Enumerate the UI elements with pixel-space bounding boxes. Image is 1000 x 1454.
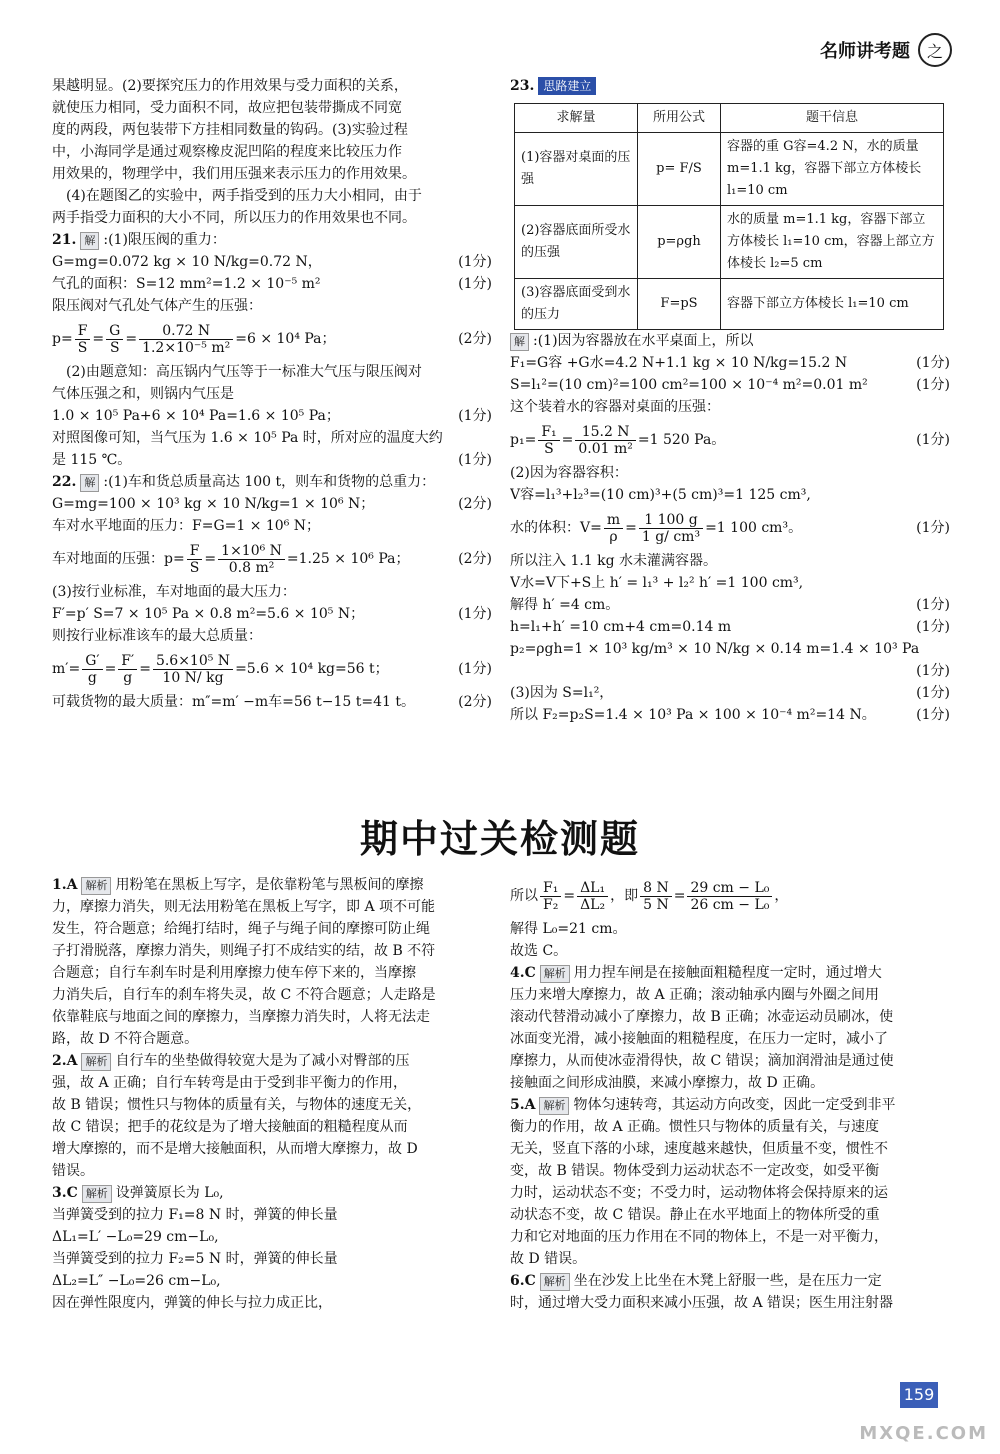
score: (1分): [916, 377, 950, 393]
q2-line: 错误。: [52, 1163, 94, 1179]
table-header: 题干信息: [721, 104, 944, 133]
q1-line: 合题意；自行车刹车时是利用摩擦力使车停下来的，当摩擦: [52, 965, 416, 981]
fraction: [75, 323, 91, 356]
text: 气孔的面积：S=12 mm²=1.2 × 10⁻⁵ m²: [52, 276, 321, 292]
q22-line: [52, 691, 492, 713]
text: =5.6 × 10⁴ kg=56 t；: [235, 661, 389, 677]
fraction: [639, 512, 703, 545]
denominator: S: [189, 559, 200, 576]
text-line: 两手指受力面积的大小不同，所以压力的作用效果也不同。: [52, 210, 416, 226]
q22-line: [52, 603, 492, 625]
text: 解得 h′ =4 cm。: [510, 597, 620, 613]
fraction: [218, 543, 285, 576]
table-cell: p=ρgh: [638, 206, 721, 279]
approach-tag: 思路建立: [538, 77, 596, 95]
text: :(1)因为容器放在水平桌面上，所以: [533, 333, 754, 349]
q23-equation: 水的体积：V= $\frac{m}{\rho}$ = $\frac{1 100 g}{\text{1 g/ cm³}}$ =1 100 cm³。 (1分): [510, 511, 950, 545]
fraction: [82, 653, 102, 686]
q21-line: [52, 405, 492, 427]
q23-line: p₂=ρgh=1 × 10³ kg/m³ × 10 N/kg × 0.14 m=1.4 × 10³ Pa: [510, 641, 920, 657]
text: h=l₁+h′ =10 cm+4 cm=0.14 m: [510, 619, 732, 635]
table-cell: p= F/S: [638, 133, 721, 206]
question-number: 5.A: [510, 1097, 536, 1113]
score: (1分): [458, 408, 492, 424]
q23-line: 所以注入 1.1 kg 水未灌满容器。: [510, 553, 718, 569]
text: :(1)限压阀的重力：: [103, 232, 226, 248]
denominator: g: [87, 669, 97, 686]
numerator: G: [106, 323, 123, 340]
fraction: [640, 880, 672, 913]
q23-line: [510, 704, 950, 726]
q4-line: 接触面之间形成油膜，来减小摩擦力，故 D 正确。: [510, 1075, 825, 1091]
text: 用力捏车闸是在接触面粗糙程度一定时，通过增大: [573, 965, 882, 981]
text: p=: [52, 331, 73, 347]
text-line: 用效果的，物理学中，我们用压强来表示压力的作用效果。: [52, 166, 416, 182]
text-line: (4)在题图乙的实验中，两手指受到的压力大小相同，由于: [66, 188, 422, 204]
denominator: g: [123, 669, 133, 686]
fraction: [687, 880, 772, 913]
text: =1 100 cm³。: [705, 520, 803, 536]
numerator: 5.6×10⁵ N: [153, 653, 233, 670]
q5-line: [510, 1094, 950, 1116]
text: 用粉笔在黑板上写字，是依靠粉笔与黑板间的摩擦: [115, 877, 424, 893]
table-cell: 容器下部立方体棱长 l₁=10 cm: [721, 279, 944, 330]
numerator: 0.72 N: [139, 323, 233, 340]
q21-line: [52, 449, 492, 471]
q3-line: 当弹簧受到的拉力 F₂=5 N 时，弹簧的伸长量: [52, 1251, 338, 1267]
q1-line: 发生，符合题意；给绳打结时，绳子与绳子间的摩擦可防止绳: [52, 921, 430, 937]
text: 可载货物的最大质量：m″=m′ −m车=56 t−15 t=41 t。: [52, 694, 416, 710]
q5-line: 变，故 B 错误。物体受到力运动状态不一定改变，如受平衡: [510, 1163, 880, 1179]
watermark: MXQE.COM: [859, 1423, 988, 1444]
table-cell: 水的质量 m=1.1 kg，容器下部立方体棱长 l₁=10 cm，容器上部立方体棱长 l₂=5 cm: [721, 206, 944, 279]
q1-line: 依靠鞋底与地面之间的摩擦力，当摩擦力消失时，人将无法走: [52, 1009, 430, 1025]
text: 坐在沙发上比坐在木凳上舒服一些，是在压力一定: [573, 1273, 882, 1289]
numerator: G′: [82, 653, 102, 670]
q4-line: 滚动代替滑动减小了摩擦力，故 B 正确；冰壶运动员刷冰，使: [510, 1009, 894, 1025]
q21-line: [52, 229, 492, 251]
q23-line: (2)因为容器容积：: [510, 465, 628, 481]
q6-line: [510, 1270, 950, 1292]
text: G=mg=0.072 kg × 10 N/kg=0.72 N，: [52, 254, 322, 270]
text-line: 度的两段，两包装带下方挂相同数量的钩码。(3)实验过程: [52, 122, 408, 138]
denominator: S: [109, 339, 120, 356]
q21-line: [52, 251, 492, 273]
analysis-tag: 解析: [81, 1053, 111, 1071]
q2-line: 故 B 错误；惯性只与物体的质量有关，与物体的速度无关，: [52, 1097, 422, 1113]
text: 水的体积：V=: [510, 520, 602, 536]
text: =1.25 × 10⁶ Pa；: [286, 551, 410, 567]
denominator: 1 g/ cm³: [641, 528, 701, 545]
denominator: 0.01 m²: [578, 440, 633, 457]
score: (1分): [916, 355, 950, 371]
numerator: F′: [118, 653, 137, 670]
solution-tag: 解: [80, 474, 99, 492]
question-number: 21.: [52, 232, 77, 248]
text: 物体匀速转弯，其运动方向改变，因此一定受到非平: [573, 1097, 896, 1113]
text: F₁=G容 +G水=4.2 N+1.1 kg × 10 N/kg=15.2 N: [510, 355, 848, 371]
score: (2分): [458, 694, 492, 710]
q23-line: [510, 682, 950, 704]
text: ，即: [610, 888, 639, 904]
q2-line: 增大摩擦的，而不是增大接触面积，从而增大摩擦力，故 D: [52, 1141, 418, 1157]
denominator: 1.2×10⁻⁵ m²: [142, 339, 231, 356]
denominator: ρ: [609, 528, 618, 545]
q1-line: 力，摩擦力消失，则无法用粉笔在黑板上写字，即 A 项不可能: [52, 899, 436, 915]
q1-line: 子打滑脱落，摩擦力消失，则绳子打不成结实的结，故 B 不符: [52, 943, 436, 959]
q22-line: [52, 471, 492, 493]
table-header: 所用公式: [638, 104, 721, 133]
analysis-tag: 解析: [82, 1185, 112, 1203]
fraction: [538, 424, 559, 457]
q3-line: 故选 C。: [510, 943, 568, 959]
question-number: 23.: [510, 78, 535, 94]
question-number: 3.C: [52, 1185, 78, 1201]
q1-line: 力消失后，自行车的刹车将失灵，故 C 不符合题意；人走路是: [52, 987, 436, 1003]
q3-line: ΔL₂=L″ −L₀=26 cm−L₀,: [52, 1273, 221, 1289]
score: (2分): [458, 496, 492, 512]
q3-line: [52, 1182, 497, 1204]
text: 所以: [510, 888, 538, 904]
table-header: 求解量: [515, 104, 638, 133]
text: 设弹簧原长为 L₀,: [115, 1185, 224, 1201]
question-number: 6.C: [510, 1273, 536, 1289]
fraction: [118, 653, 137, 686]
denominator: S: [544, 440, 554, 457]
numerator: 15.2 N: [575, 424, 636, 441]
q22-line: 则按行业标准该车的最大总质量：: [52, 628, 262, 644]
question-number: 4.C: [510, 965, 536, 981]
table-row: [515, 206, 944, 279]
table-header-row: [515, 104, 944, 133]
analysis-tag: 解析: [81, 877, 111, 895]
score: (1分): [916, 619, 950, 635]
q23-line: [510, 660, 950, 682]
text: 所以 F₂=p₂S=1.4 × 10³ Pa × 100 × 10⁻⁴ m²=14 N。: [510, 707, 876, 723]
text: p₁=: [510, 432, 537, 448]
table-cell: (3)容器底面受到水的压力: [515, 279, 638, 330]
question-number: 22.: [52, 474, 77, 490]
q2-line: [52, 1050, 497, 1072]
text: 车对地面的压强：p=: [52, 551, 185, 567]
analysis-tag: 解析: [540, 1273, 570, 1291]
numerator: F₁: [540, 880, 561, 897]
q3-line: 当弹簧受到的拉力 F₁=8 N 时，弹簧的伸长量: [52, 1207, 338, 1223]
text: S=l₁²=(10 cm)²=100 cm²=100 × 10⁻⁴ m²=0.01 m²: [510, 377, 868, 393]
header: [820, 30, 952, 70]
q23-line: [510, 594, 950, 616]
q23-line: [510, 352, 950, 374]
analysis-tag: 解析: [540, 965, 570, 983]
score: (1分): [916, 707, 950, 723]
q21-line: 对照图像可知，当气压为 1.6 × 10⁵ Pa 时，所对应的温度大约: [52, 430, 443, 446]
denominator: 26 cm − L₀: [690, 896, 770, 913]
q5-line: 衡力的作用，故 A 正确。惯性只与物体的质量有关，与速度: [510, 1119, 880, 1135]
text: 是 115 ℃。: [52, 452, 132, 468]
score: (1分): [458, 661, 492, 677]
fraction: [106, 323, 123, 356]
q23-line: V容=l₁³+l₂³=(10 cm)³+(5 cm)³=1 125 cm³,: [510, 487, 811, 503]
text: :(1)车和货总质量高达 100 t，则车和货物的总重力：: [103, 474, 436, 490]
q22-equation: m′= $\frac{G'}{g}$ = $\frac{F'}{g}$ = $\frac{\text{5.6×10⁵ N}}{10 N/ kg}$ =5.6 × 10⁴ kg=56 t； (1分): [52, 652, 492, 686]
denominator: S: [77, 339, 88, 356]
score: (1分): [458, 276, 492, 292]
denominator: 10 N/ kg: [162, 669, 224, 686]
score: (1分): [916, 685, 950, 701]
left-bottom-column: [52, 874, 497, 1314]
q23-line: [510, 616, 950, 638]
numerator: 1 100 g: [639, 512, 703, 529]
score: (1分): [458, 452, 492, 468]
text: ，: [774, 888, 789, 904]
q5-line: 力时，运动状态不变；不受力时，运动物体将会保持原来的运: [510, 1185, 888, 1201]
q5-line: 动状态不变，故 C 错误。静止在水平地面上的物体所受的重: [510, 1207, 880, 1223]
table-row: [515, 133, 944, 206]
q3-line: 解得 L₀=21 cm。: [510, 921, 627, 937]
question-number: 2.A: [52, 1053, 78, 1069]
score: (2分): [458, 551, 492, 567]
text: (3)因为 S=l₁²，: [510, 685, 614, 701]
fraction: [153, 653, 233, 686]
q3-equation: 所以 $\frac{\text{F₁}}{\text{F₂}}$ = $\frac{\text{ΔL₁}}{\text{ΔL₂}}$ ，即 $\frac{8 N}{5 N}$ = $\frac{\text{29 cm − L₀}}{\text{26 cm − L₀}}$ ，: [510, 879, 789, 913]
numerator: ΔL₁: [577, 880, 608, 897]
score: (1分): [916, 432, 950, 448]
q5-line: 力和它对地面的压力作用在不同的物体上，不是一对平衡力，: [510, 1229, 888, 1245]
q23-equation: p₁= $\frac{\text{F₁}}{S}$ = $\frac{15.2 N}{\text{0.01 m²}}$ =1 520 Pa。 (1分): [510, 423, 950, 457]
right-top-column: [510, 75, 950, 726]
score: (1分): [458, 606, 492, 622]
numerator: 29 cm − L₀: [687, 880, 772, 897]
score: (1分): [916, 663, 950, 679]
score: (2分): [458, 331, 492, 347]
q23-line: 这个装着水的容器对桌面的压强：: [510, 399, 720, 415]
score: (1分): [916, 520, 950, 536]
text: =1 520 Pa。: [637, 432, 726, 448]
text: =6 × 10⁴ Pa；: [235, 331, 336, 347]
page-number: 159: [900, 1382, 938, 1408]
text: 1.0 × 10⁵ Pa+6 × 10⁴ Pa=1.6 × 10⁵ Pa；: [52, 408, 340, 424]
q21-equation: p= $\frac{F}{S}$ = $\frac{G}{S}$ = $\frac{0.72 N}{\text{1.2×10⁻⁵ m²}}$ =6 × 10⁴ Pa； (2分): [52, 322, 492, 356]
numerator: m: [604, 512, 623, 529]
q6-line: 时，通过增大受力面积来减小压强，故 A 错误；医生用注射器: [510, 1295, 894, 1311]
numerator: 8 N: [640, 880, 672, 897]
denominator: 0.8 m²: [228, 559, 275, 576]
q3-line: 因在弹性限度内，弹簧的伸长与拉力成正比，: [52, 1295, 332, 1311]
text: F′=p′ S=7 × 10⁵ Pa × 0.8 m²=5.6 × 10⁵ N；: [52, 606, 365, 622]
q21-line: [52, 273, 492, 295]
q23-heading: [510, 75, 950, 97]
left-top-column: [52, 75, 492, 713]
score: (1分): [458, 254, 492, 270]
section-title: 期中过关检测题: [359, 817, 640, 861]
table-cell: (1)容器对桌面的压强: [515, 133, 638, 206]
score: (1分): [916, 597, 950, 613]
text: m′=: [52, 661, 81, 677]
fraction: [540, 880, 561, 913]
text: 自行车的坐垫做得较宽大是为了减小对臀部的压: [115, 1053, 410, 1069]
q4-line: 冰面变光滑，减小接触面的粗糙程度，在压力一定时，减小了: [510, 1031, 888, 1047]
text: G=mg=100 × 10³ kg × 10 N/kg=1 × 10⁶ N；: [52, 496, 375, 512]
q3-line: ΔL₁=L′ −L₀=29 cm−L₀,: [52, 1229, 219, 1245]
q2-line: 故 C 错误；把手的花纹是为了增大接触面的粗糙程度从而: [52, 1119, 408, 1135]
logo-icon: 之: [918, 33, 952, 67]
solution-table: [514, 103, 944, 330]
q5-line: 故 D 错误。: [510, 1251, 587, 1267]
q21-line: (2)由题意知：高压锅内气压等于一标准大气压与限压阀对: [66, 364, 422, 380]
right-bottom-column: [510, 874, 950, 1314]
q21-line: 限压阀对气孔处气体产生的压强：: [52, 298, 262, 314]
denominator: F₂: [543, 896, 559, 913]
fraction: [139, 323, 233, 356]
analysis-tag: 解析: [539, 1097, 569, 1115]
text-line: 果越明显。(2)要探究压力的作用效果与受力面积的关系，: [52, 78, 408, 94]
text-line: 就使压力相同，受力面积不同，故应把包装带撕成不同宽: [52, 100, 402, 116]
q1-line: 路，故 D 不符合题意。: [52, 1031, 199, 1047]
q21-line: 气体压强之和，则锅内气压是: [52, 386, 234, 402]
q23-line: V水=V下+S上 h′ = l₁³ + l₂² h′ =1 100 cm³,: [510, 575, 804, 591]
text-line: 中，小海同学是通过观察橡皮泥凹陷的程度来比较压力作: [52, 144, 402, 160]
numerator: F: [75, 323, 91, 340]
fraction: [577, 880, 608, 913]
q22-line: [52, 493, 492, 515]
table-cell: F=pS: [638, 279, 721, 330]
q22-line: (3)按行业标准，车对地面的最大压力：: [52, 584, 296, 600]
denominator: ΔL₂: [580, 896, 606, 913]
q2-line: 强，故 A 正确；自行车转弯是由于受到非平衡力的作用，: [52, 1075, 408, 1091]
q23-line: [510, 330, 950, 352]
q4-line: 摩擦力，从而使冰壶滑得快，故 C 错误；滴加润滑油是通过使: [510, 1053, 894, 1069]
fraction: [187, 543, 203, 576]
table-cell: (2)容器底面所受水的压强: [515, 206, 638, 279]
fraction: [604, 512, 623, 545]
table-row: [515, 279, 944, 330]
numerator: F₁: [538, 424, 559, 441]
q1-line: [52, 874, 497, 896]
table-cell: 容器的重 G容=4.2 N，水的质量 m=1.1 kg，容器下部立方体棱长 l₁=10 cm: [721, 133, 944, 206]
solution-tag: 解: [80, 232, 99, 250]
q4-line: 压力来增大摩擦力，故 A 正确；滚动轴承内圈与外圈之间用: [510, 987, 880, 1003]
q22-line: 车对水平地面的压力：F=G=1 × 10⁶ N；: [52, 518, 321, 534]
q23-line: [510, 374, 950, 396]
q5-line: 无关，竖直下落的小球，速度越来越快，但质量不变，惯性不: [510, 1141, 888, 1157]
numerator: F: [187, 543, 203, 560]
q22-equation: 车对地面的压强：p= $\frac{F}{S}$ = $\frac{\text{1×10⁶ N}}{\text{0.8 m²}}$ =1.25 × 10⁶ Pa； (2分): [52, 542, 492, 576]
fraction: [575, 424, 636, 457]
question-number: 1.A: [52, 877, 78, 893]
denominator: 5 N: [643, 896, 669, 913]
header-title: 名师讲考题: [820, 41, 910, 62]
solution-tag: 解: [510, 333, 529, 351]
q4-line: [510, 962, 950, 984]
numerator: 1×10⁶ N: [218, 543, 285, 560]
